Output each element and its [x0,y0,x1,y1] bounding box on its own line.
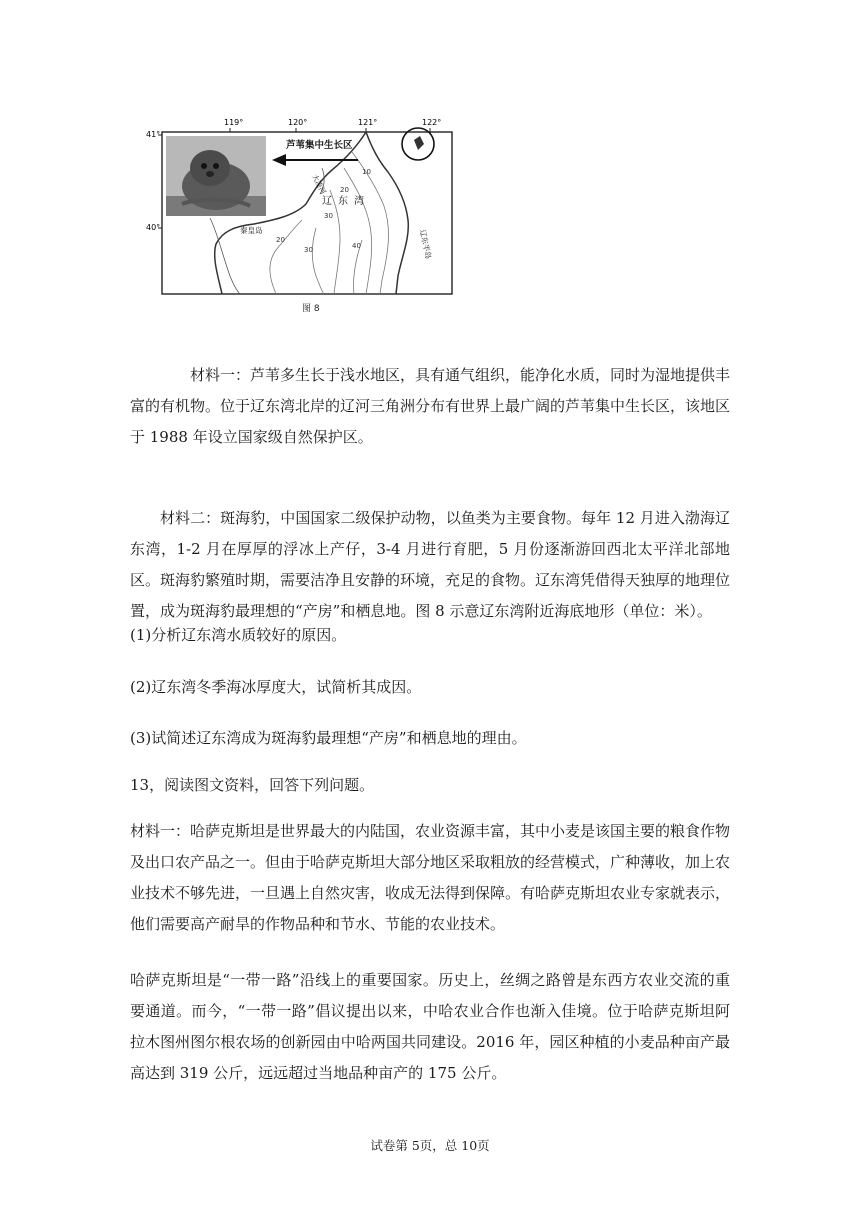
seal-photo [166,136,266,216]
depth-label: 10 [362,168,371,176]
river-label: 大凌河 [310,173,328,196]
material-4: 哈萨克斯坦是“一带一路”沿线上的重要国家。历史上，丝绸之路曾是东西方农业交流的重要通道。而今，“一带一路”倡议提出以来，中哈农业合作也渐入佳境。位于哈萨克斯坦阿拉木图州图尔根农场的创新园由中哈两国共同建设。2016 年，园区种植的小麦品种亩产最高达到 319 公斤，远远超过当地品种亩产的 175 公斤。 [130,971,730,1082]
depth-label: 30 [304,246,313,254]
lat-label: 41° [146,130,161,139]
depth-label: 30 [324,212,333,220]
depth-label: 20 [340,186,349,194]
city-label: 秦皇岛 [240,226,263,235]
material-1: 材料一：芦苇多生长于浅水地区，具有通气组织，能净化水质，同时为湿地提供丰富的有机物。位于辽东湾北岸的辽河三角洲分布有世界上最广阔的芦苇集中生长区，该地区于 1988 年设立国家级自然保护区。 [130,366,731,446]
bay-label: 辽东湾 [322,196,370,207]
map-figure [126,108,506,320]
lon-label: 121° [358,118,378,127]
depth-label: 40 [352,242,361,250]
page-footer: 试卷第 5页，总 10页 [370,1138,490,1153]
lat-label: 40° [146,223,161,232]
peninsula-label: 辽东半岛 [418,228,434,260]
question-3: (3)试简述辽东湾成为斑海豹最理想“产房”和栖息地的理由。 [130,729,527,747]
material-2: 材料二：斑海豹，中国国家二级保护动物，以鱼类为主要食物。每年 12 月进入渤海辽东湾，1-2 月在厚厚的浮冰上产仔，3-4 月进行育肥，5 月份逐渐游回西北太平洋北部地区。斑海豹繁殖时期，需要洁净且安静的环境，充足的食物。辽东湾凭借得天独厚的地理位置，成为斑海豹最理想的“产房”和栖息地。图 8 示意辽东湾附近海底地形（单位：米）。 [130,509,731,620]
lon-label: 120° [288,118,308,127]
lon-label: 119° [224,118,244,127]
reed-area-label: 芦苇集中生长区 [286,140,353,151]
lon-label: 122° [422,118,442,127]
question-13: 13，阅读图文资料，回答下列问题。 [130,776,375,794]
question-2: (2)辽东湾冬季海冰厚度大，试简析其成因。 [130,678,422,696]
question-1: (1)分析辽东湾水质较好的原因。 [130,626,347,644]
material-3: 材料一：哈萨克斯坦是世界最大的内陆国，农业资源丰富，其中小麦是该国主要的粮食作物及出口农产品之一。但由于哈萨克斯坦大部分地区采取粗放的经营模式，广种薄收，加上农业技术不够先进，一旦遇上自然灾害，收成无法得到保障。有哈萨克斯坦农业专家就表示，他们需要高产耐旱的作物品种和节水、节能的农业技术。 [130,822,731,933]
figure-caption: 图 8 [302,304,320,314]
depth-label: 20 [276,236,285,244]
